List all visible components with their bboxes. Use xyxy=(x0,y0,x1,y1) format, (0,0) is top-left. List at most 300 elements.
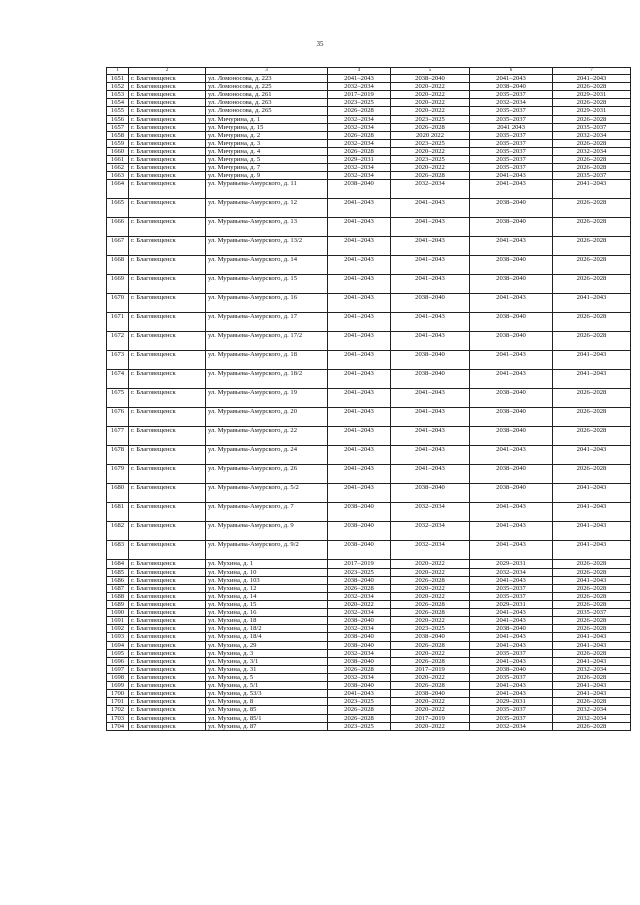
period-col7: 2026–2028 xyxy=(553,237,631,256)
period-col7: 2041–2043 xyxy=(553,522,631,541)
column-number-5: 5 xyxy=(391,68,470,75)
address: ул. Мухина, д. 10 xyxy=(206,568,328,576)
settlement: г. Благовещенск xyxy=(129,370,206,389)
table-row xyxy=(107,99,631,107)
row-number: 1684 xyxy=(107,560,129,568)
address: ул. Ломоносова, д. 265 xyxy=(206,107,328,115)
row-number: 1692 xyxy=(107,625,129,633)
period-col4: 2032–2034 xyxy=(328,115,391,123)
period-col4: 2026–2028 xyxy=(328,131,391,139)
address: ул. Мухина, д. 1 xyxy=(206,560,328,568)
period-col7: 2026–2028 xyxy=(553,332,631,351)
row-number: 1680 xyxy=(107,484,129,503)
period-col7: 2026–2028 xyxy=(553,673,631,681)
period-col6: 2038–2040 xyxy=(470,408,553,427)
period-col7: 2026–2028 xyxy=(553,199,631,218)
period-col7: 2026–2028 xyxy=(553,625,631,633)
settlement: г. Благовещенск xyxy=(129,389,206,408)
period-col6: 2035–2037 xyxy=(470,107,553,115)
period-col6: 2035–2037 xyxy=(470,156,553,164)
row-number: 1677 xyxy=(107,427,129,446)
address: ул. Муравьева-Амурского, д. 13 xyxy=(206,218,328,237)
period-col4: 2032–2034 xyxy=(328,83,391,91)
period-col7: 2029–2031 xyxy=(553,107,631,115)
settlement: г. Благовещенск xyxy=(129,172,206,180)
address: ул. Ломоносова, д. 225 xyxy=(206,83,328,91)
period-col7: 2032–2034 xyxy=(553,665,631,673)
address: ул. Муравьева-Амурского, д. 9/2 xyxy=(206,541,328,560)
period-col7: 2026–2028 xyxy=(553,722,631,730)
settlement: г. Благовещенск xyxy=(129,617,206,625)
settlement: г. Благовещенск xyxy=(129,156,206,164)
period-col5: 2026–2028 xyxy=(391,600,470,608)
period-col5: 2026–2028 xyxy=(391,657,470,665)
table-header-row xyxy=(107,68,631,75)
period-col6: 2029–2031 xyxy=(470,560,553,568)
period-col4: 2023–2025 xyxy=(328,698,391,706)
address: ул. Мухина, д. 29 xyxy=(206,641,328,649)
settlement: г. Благовещенск xyxy=(129,690,206,698)
row-number: 1701 xyxy=(107,698,129,706)
period-col6: 2041–2043 xyxy=(470,503,553,522)
period-col4: 2041–2043 xyxy=(328,294,391,313)
period-col6: 2041–2043 xyxy=(470,522,553,541)
period-col7: 2041–2043 xyxy=(553,446,631,465)
row-number: 1652 xyxy=(107,83,129,91)
table-row xyxy=(107,199,631,218)
period-col6: 2038–2040 xyxy=(470,625,553,633)
settlement: г. Благовещенск xyxy=(129,465,206,484)
period-col6: 2041–2043 xyxy=(470,294,553,313)
column-number-3: 3 xyxy=(206,68,328,75)
address: ул. Мухина, д. 18/2 xyxy=(206,625,328,633)
table-row xyxy=(107,131,631,139)
period-col4: 2041–2043 xyxy=(328,446,391,465)
period-col6: 2041–2043 xyxy=(470,446,553,465)
period-col5: 2041–2043 xyxy=(391,275,470,294)
period-col7: 2026–2028 xyxy=(553,568,631,576)
row-number: 1688 xyxy=(107,592,129,600)
table-row xyxy=(107,673,631,681)
period-col6: 2035–2037 xyxy=(470,592,553,600)
period-col6: 2035–2037 xyxy=(470,164,553,172)
address: ул. Мухина, д. 103 xyxy=(206,576,328,584)
period-col4: 2041–2043 xyxy=(328,427,391,446)
period-col4: 2038–2040 xyxy=(328,541,391,560)
row-number: 1664 xyxy=(107,180,129,199)
period-col6: 2035–2037 xyxy=(470,91,553,99)
period-col7: 2026–2028 xyxy=(553,139,631,147)
address: ул. Ломоносова, д. 263 xyxy=(206,99,328,107)
settlement: г. Благовещенск xyxy=(129,592,206,600)
settlement: г. Благовещенск xyxy=(129,408,206,427)
period-col5: 2020–2022 xyxy=(391,568,470,576)
settlement: г. Благовещенск xyxy=(129,722,206,730)
period-col7: 2041–2043 xyxy=(553,351,631,370)
table-row xyxy=(107,576,631,584)
settlement: г. Благовещенск xyxy=(129,600,206,608)
period-col4: 2032–2034 xyxy=(328,673,391,681)
period-col7: 2041–2043 xyxy=(553,370,631,389)
settlement: г. Благовещенск xyxy=(129,698,206,706)
settlement: г. Благовещенск xyxy=(129,522,206,541)
period-col7: 2026–2028 xyxy=(553,465,631,484)
period-col7: 2035–2037 xyxy=(553,609,631,617)
settlement: г. Благовещенск xyxy=(129,665,206,673)
settlement: г. Благовещенск xyxy=(129,83,206,91)
period-col4: 2041–2043 xyxy=(328,275,391,294)
row-number: 1663 xyxy=(107,172,129,180)
period-col6: 2038–2040 xyxy=(470,332,553,351)
table-row xyxy=(107,91,631,99)
table-row xyxy=(107,351,631,370)
period-col6: 2041–2043 xyxy=(470,351,553,370)
address: ул. Мичурина, д. 3 xyxy=(206,139,328,147)
table-row xyxy=(107,714,631,722)
settlement: г. Благовещенск xyxy=(129,625,206,633)
address: ул. Мичурина, д. 15 xyxy=(206,123,328,131)
row-number: 1657 xyxy=(107,123,129,131)
period-col4: 2020–2022 xyxy=(328,600,391,608)
row-number: 1685 xyxy=(107,568,129,576)
table-row xyxy=(107,560,631,568)
page-number: 35 xyxy=(316,40,324,48)
period-col5: 2041–2043 xyxy=(391,256,470,275)
table-row xyxy=(107,332,631,351)
row-number: 1669 xyxy=(107,275,129,294)
period-col6: 2035–2037 xyxy=(470,673,553,681)
row-number: 1672 xyxy=(107,332,129,351)
settlement: г. Благовещенск xyxy=(129,351,206,370)
table-row xyxy=(107,503,631,522)
period-col5: 2026–2028 xyxy=(391,123,470,131)
period-col6: 2041–2043 xyxy=(470,576,553,584)
address: ул. Мухина, д. 18 xyxy=(206,617,328,625)
settlement: г. Благовещенск xyxy=(129,633,206,641)
table-row xyxy=(107,657,631,665)
period-col6: 2038–2040 xyxy=(470,427,553,446)
table-row xyxy=(107,568,631,576)
period-col6: 2041–2043 xyxy=(470,617,553,625)
row-number: 1703 xyxy=(107,714,129,722)
address: ул. Мухина, д. 18/4 xyxy=(206,633,328,641)
period-col5: 2020–2022 xyxy=(391,560,470,568)
period-col5: 2041–2043 xyxy=(391,465,470,484)
period-col7: 2026–2028 xyxy=(553,156,631,164)
period-col4: 2038–2040 xyxy=(328,503,391,522)
table-row xyxy=(107,690,631,698)
table-row xyxy=(107,665,631,673)
row-number: 1700 xyxy=(107,690,129,698)
settlement: г. Благовещенск xyxy=(129,446,206,465)
period-col4: 2041–2043 xyxy=(328,370,391,389)
settlement: г. Благовещенск xyxy=(129,180,206,199)
settlement: г. Благовещенск xyxy=(129,115,206,123)
row-number: 1691 xyxy=(107,617,129,625)
period-col5: 2020–2022 xyxy=(391,83,470,91)
address: ул. Мухина, д. 3/1 xyxy=(206,657,328,665)
period-col6: 2038–2040 xyxy=(470,665,553,673)
table-row xyxy=(107,633,631,641)
table-row xyxy=(107,408,631,427)
table-row xyxy=(107,370,631,389)
table-row xyxy=(107,256,631,275)
table-row xyxy=(107,584,631,592)
period-col5: 2023–2025 xyxy=(391,139,470,147)
period-col7: 2041–2043 xyxy=(553,180,631,199)
settlement: г. Благовещенск xyxy=(129,107,206,115)
settlement: г. Благовещенск xyxy=(129,164,206,172)
period-col4: 2017–2019 xyxy=(328,91,391,99)
period-col4: 2041–2043 xyxy=(328,199,391,218)
period-col4: 2041–2043 xyxy=(328,351,391,370)
period-col4: 2026–2028 xyxy=(328,147,391,155)
settlement: г. Благовещенск xyxy=(129,706,206,714)
address: ул. Мухина, д. 31 xyxy=(206,665,328,673)
address: ул. Мухина, д. 3 xyxy=(206,649,328,657)
period-col7: 2026–2028 xyxy=(553,275,631,294)
period-col4: 2032–2034 xyxy=(328,625,391,633)
table-row xyxy=(107,649,631,657)
period-col5: 2017–2019 xyxy=(391,714,470,722)
period-col7: 2041–2043 xyxy=(553,657,631,665)
address: ул. Муравьева-Амурского, д. 16 xyxy=(206,294,328,313)
period-col4: 2032–2034 xyxy=(328,164,391,172)
row-number: 1686 xyxy=(107,576,129,584)
period-col6: 2032–2034 xyxy=(470,99,553,107)
period-col5: 2020–2022 xyxy=(391,99,470,107)
period-col7: 2026–2028 xyxy=(553,600,631,608)
period-col7: 2026–2028 xyxy=(553,649,631,657)
period-col4: 2041–2043 xyxy=(328,484,391,503)
period-col4: 2041–2043 xyxy=(328,332,391,351)
row-number: 1702 xyxy=(107,706,129,714)
address: ул. Мичурина, д. 4 xyxy=(206,147,328,155)
row-number: 1696 xyxy=(107,657,129,665)
period-col5: 2020–2022 xyxy=(391,164,470,172)
period-col6: 2041–2043 xyxy=(470,237,553,256)
table-row xyxy=(107,156,631,164)
address: ул. Мухина, д. 15 xyxy=(206,600,328,608)
period-col5: 2041–2043 xyxy=(391,313,470,332)
row-number: 1673 xyxy=(107,351,129,370)
table-row xyxy=(107,541,631,560)
settlement: г. Благовещенск xyxy=(129,609,206,617)
table-row xyxy=(107,625,631,633)
settlement: г. Благовещенск xyxy=(129,576,206,584)
settlement: г. Благовещенск xyxy=(129,560,206,568)
settlement: г. Благовещенск xyxy=(129,714,206,722)
row-number: 1655 xyxy=(107,107,129,115)
period-col5: 2020–2022 xyxy=(391,592,470,600)
row-number: 1676 xyxy=(107,408,129,427)
address: ул. Мухина, д. 8 xyxy=(206,698,328,706)
period-col5: 2017–2019 xyxy=(391,665,470,673)
period-col7: 2026–2028 xyxy=(553,617,631,625)
period-col4: 2017–2019 xyxy=(328,560,391,568)
period-col5: 2020–2022 xyxy=(391,673,470,681)
period-col5: 2038–2040 xyxy=(391,484,470,503)
address: ул. Муравьева-Амурского, д. 15 xyxy=(206,275,328,294)
column-number-7: 7 xyxy=(553,68,631,75)
address: ул. Муравьева-Амурского, д. 9 xyxy=(206,522,328,541)
period-col7: 2026–2028 xyxy=(553,99,631,107)
period-col6: 2038–2040 xyxy=(470,275,553,294)
table-row xyxy=(107,682,631,690)
row-number: 1699 xyxy=(107,682,129,690)
row-number: 1667 xyxy=(107,237,129,256)
address: ул. Мухина, д. 87 xyxy=(206,722,328,730)
address: ул. Мичурина, д. 5 xyxy=(206,156,328,164)
period-col7: 2032–2034 xyxy=(553,147,631,155)
row-number: 1656 xyxy=(107,115,129,123)
period-col4: 2029–2031 xyxy=(328,156,391,164)
table-body xyxy=(107,68,631,731)
period-col4: 2032–2034 xyxy=(328,123,391,131)
period-col7: 2041–2043 xyxy=(553,641,631,649)
row-number: 1695 xyxy=(107,649,129,657)
row-number: 1678 xyxy=(107,446,129,465)
address: ул. Муравьева-Амурского, д. 24 xyxy=(206,446,328,465)
settlement: г. Благовещенск xyxy=(129,91,206,99)
settlement: г. Благовещенск xyxy=(129,682,206,690)
period-col4: 2038–2040 xyxy=(328,576,391,584)
period-col6: 2041–2043 xyxy=(470,172,553,180)
column-number-6: 6 xyxy=(470,68,553,75)
row-number: 1682 xyxy=(107,522,129,541)
row-number: 1693 xyxy=(107,633,129,641)
address: ул. Ломоносова, д. 223 xyxy=(206,75,328,83)
row-number: 1658 xyxy=(107,131,129,139)
settlement: г. Благовещенск xyxy=(129,568,206,576)
row-number: 1675 xyxy=(107,389,129,408)
period-col5: 2020–2022 xyxy=(391,649,470,657)
period-col4: 2041–2043 xyxy=(328,408,391,427)
period-col4: 2026–2028 xyxy=(328,706,391,714)
row-number: 1668 xyxy=(107,256,129,275)
address: ул. Мухина, д. 85/1 xyxy=(206,714,328,722)
period-col7: 2041–2043 xyxy=(553,75,631,83)
row-number: 1670 xyxy=(107,294,129,313)
period-col7: 2026–2028 xyxy=(553,592,631,600)
row-number: 1690 xyxy=(107,609,129,617)
period-col7: 2041–2043 xyxy=(553,294,631,313)
period-col6: 2035–2037 xyxy=(470,706,553,714)
row-number: 1662 xyxy=(107,164,129,172)
period-col7: 2029–2031 xyxy=(553,91,631,99)
period-col7: 2026–2028 xyxy=(553,408,631,427)
period-col4: 2041–2043 xyxy=(328,465,391,484)
period-col6: 2041–2043 xyxy=(470,633,553,641)
table-row xyxy=(107,313,631,332)
address: ул. Мухина, д. 5 xyxy=(206,673,328,681)
table-row xyxy=(107,180,631,199)
table-row xyxy=(107,698,631,706)
table-row xyxy=(107,484,631,503)
table-row xyxy=(107,427,631,446)
table-row xyxy=(107,522,631,541)
period-col5: 2020–2022 xyxy=(391,706,470,714)
row-number: 1660 xyxy=(107,147,129,155)
period-col5: 2038–2040 xyxy=(391,633,470,641)
table-row xyxy=(107,294,631,313)
address: ул. Мухина, д. 85 xyxy=(206,706,328,714)
period-col4: 2032–2034 xyxy=(328,172,391,180)
period-col7: 2026–2028 xyxy=(553,560,631,568)
table-row xyxy=(107,172,631,180)
table-row xyxy=(107,237,631,256)
period-col5: 2041–2043 xyxy=(391,408,470,427)
period-col7: 2026–2028 xyxy=(553,164,631,172)
period-col4: 2041–2043 xyxy=(328,75,391,83)
period-col4: 2041–2043 xyxy=(328,389,391,408)
table-row xyxy=(107,107,631,115)
settlement: г. Благовещенск xyxy=(129,237,206,256)
settlement: г. Благовещенск xyxy=(129,673,206,681)
period-col6: 2041–2043 xyxy=(470,180,553,199)
period-col6: 2035–2037 xyxy=(470,584,553,592)
address: ул. Мичурина, д. 1 xyxy=(206,115,328,123)
period-col4: 2026–2028 xyxy=(328,665,391,673)
period-col4: 2038–2040 xyxy=(328,641,391,649)
period-col4: 2041–2043 xyxy=(328,218,391,237)
settlement: г. Благовещенск xyxy=(129,503,206,522)
settlement: г. Благовещенск xyxy=(129,584,206,592)
address: ул. Муравьева-Амурского, д. 14 xyxy=(206,256,328,275)
settlement: г. Благовещенск xyxy=(129,147,206,155)
settlement: г. Благовещенск xyxy=(129,256,206,275)
period-col7: 2026–2028 xyxy=(553,698,631,706)
settlement: г. Благовещенск xyxy=(129,427,206,446)
address: ул. Муравьева-Амурского, д. 22 xyxy=(206,427,328,446)
row-number: 1651 xyxy=(107,75,129,83)
row-number: 1679 xyxy=(107,465,129,484)
period-col5: 2020–2022 xyxy=(391,722,470,730)
period-col4: 2032–2034 xyxy=(328,649,391,657)
period-col6: 2035–2037 xyxy=(470,147,553,155)
address: ул. Муравьева-Амурского, д. 18/2 xyxy=(206,370,328,389)
period-col7: 2035–2037 xyxy=(553,123,631,131)
period-col4: 2023–2025 xyxy=(328,722,391,730)
address: ул. Муравьева-Амурского, д. 5/2 xyxy=(206,484,328,503)
table-row xyxy=(107,609,631,617)
period-col7: 2026–2028 xyxy=(553,427,631,446)
period-col5: 2020–2022 xyxy=(391,91,470,99)
period-col5: 2026–2028 xyxy=(391,682,470,690)
period-col5: 2041–2043 xyxy=(391,446,470,465)
period-col6: 2035–2037 xyxy=(470,649,553,657)
settlement: г. Благовещенск xyxy=(129,218,206,237)
address: ул. Мухина, д. 5/1 xyxy=(206,682,328,690)
period-col5: 2041–2043 xyxy=(391,218,470,237)
row-number: 1683 xyxy=(107,541,129,560)
table-row xyxy=(107,706,631,714)
period-col5: 2038–2040 xyxy=(391,75,470,83)
table-row xyxy=(107,83,631,91)
period-col5: 2020–2022 xyxy=(391,698,470,706)
period-col5: 2041–2043 xyxy=(391,237,470,256)
period-col7: 2026–2028 xyxy=(553,115,631,123)
period-col7: 2035–2037 xyxy=(553,172,631,180)
period-col4: 2041–2043 xyxy=(328,237,391,256)
column-number-1: 1 xyxy=(107,68,129,75)
period-col4: 2038–2040 xyxy=(328,617,391,625)
address: ул. Мичурина, д. 7 xyxy=(206,164,328,172)
settlement: г. Благовещенск xyxy=(129,641,206,649)
period-col4: 2032–2034 xyxy=(328,139,391,147)
settlement: г. Благовещенск xyxy=(129,541,206,560)
period-col4: 2032–2034 xyxy=(328,592,391,600)
